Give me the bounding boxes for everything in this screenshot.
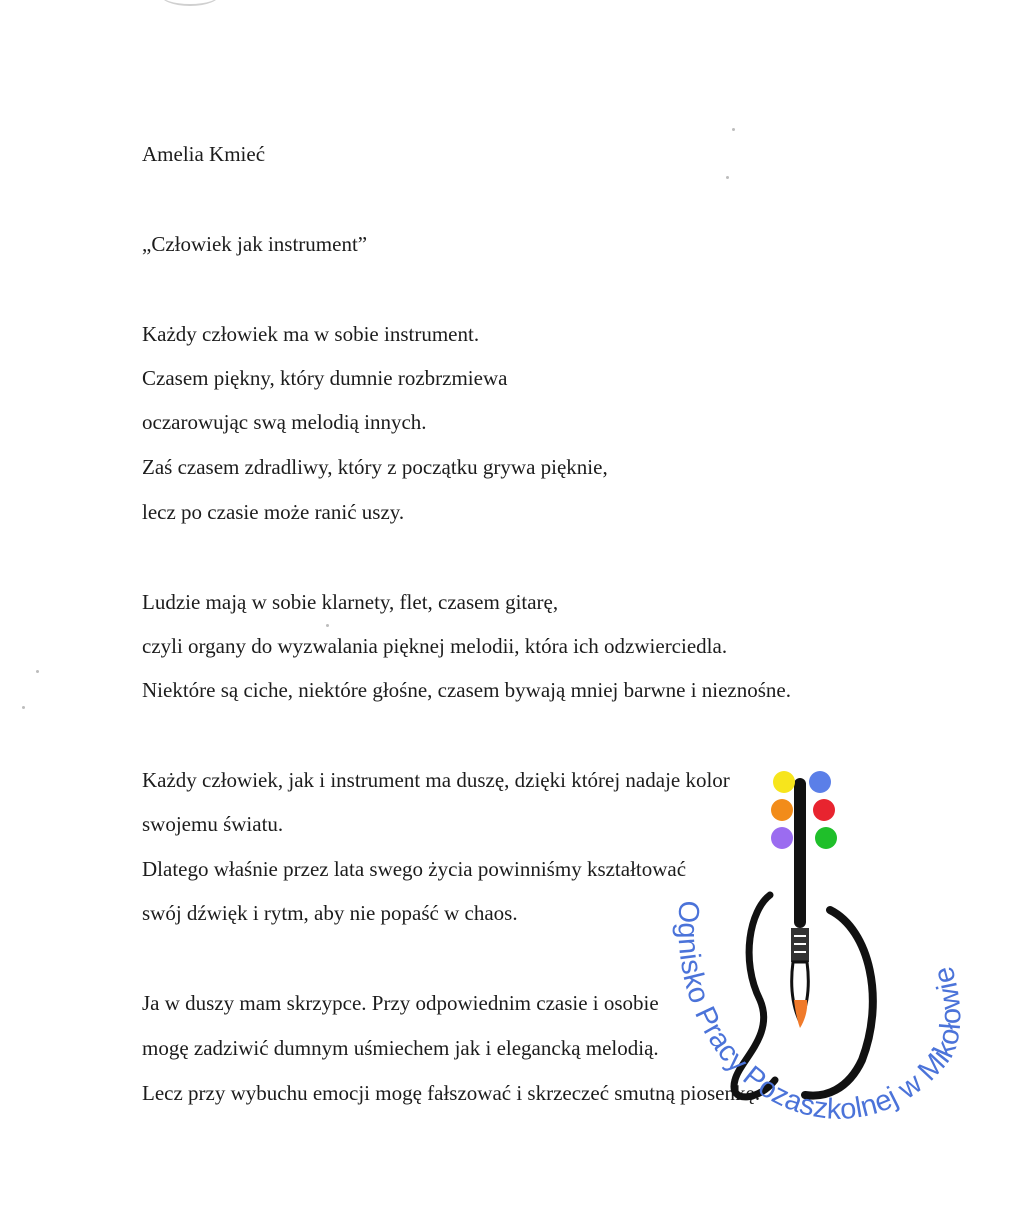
poem-line: Dlatego właśnie przez lata swego życia powinniśmy kształtować <box>142 857 687 881</box>
poem-line: Czasem piękny, który dumnie rozbrzmiewa <box>142 366 508 390</box>
brush-handle <box>794 778 806 928</box>
poem-line: Każdy człowiek, jak i instrument ma duszę, dzięki której nadaje kolor <box>142 768 730 792</box>
poem-line: Zaś czasem zdradliwy, który z początku grywa pięknie, <box>142 455 608 479</box>
scan-speck <box>22 706 25 709</box>
scan-speck <box>732 128 735 131</box>
poem-line: Ludzie mają w sobie klarnety, flet, czasem gitarę, <box>142 590 559 614</box>
paint-dot-red <box>813 799 835 821</box>
scan-speck <box>726 176 729 179</box>
paint-dot-orange <box>771 799 793 821</box>
school-logo-watermark <box>600 760 1000 1200</box>
paint-dot-yellow <box>773 771 795 793</box>
stamp-text: Ognisko Pracy Pozaszkolnej w Mikołowie <box>671 899 968 1126</box>
poem-line: oczarowując swą melodią innych. <box>142 410 427 434</box>
scan-speck <box>36 670 39 673</box>
paint-dot-blue <box>809 771 831 793</box>
poem-line: swój dźwięk i rytm, aby nie popaść w chaos. <box>142 901 518 925</box>
scan-speck <box>326 624 329 627</box>
paint-dot-purple <box>771 827 793 849</box>
guitar-outline-right <box>805 910 873 1096</box>
poem-line: Lecz przy wybuchu emocji mogę fałszować i skrzeczeć smutną piosenkę. <box>142 1081 761 1105</box>
poem-line: lecz po czasie może ranić uszy. <box>142 500 405 524</box>
poem-line: Każdy człowiek ma w sobie instrument. <box>142 322 480 346</box>
poem-line: Ja w duszy mam skrzypce. Przy odpowiednim czasie i osobie <box>142 991 659 1015</box>
poem-title: „Człowiek jak instrument” <box>142 232 368 256</box>
poem-line: swojemu światu. <box>142 812 284 836</box>
poem-line: mogę zadziwić dumnym uśmiechem jak i elegancką melodią. <box>142 1036 659 1060</box>
scan-artifact <box>160 0 220 6</box>
paint-dot-green <box>815 827 837 849</box>
poem-line: Niektóre są ciche, niektóre głośne, czasem bywają mniej barwne i nieznośne. <box>142 678 792 702</box>
author-name: Amelia Kmieć <box>142 142 266 166</box>
poem-line: czyli organy do wyzwalania pięknej melodii, która ich odzwierciedla. <box>142 634 728 658</box>
